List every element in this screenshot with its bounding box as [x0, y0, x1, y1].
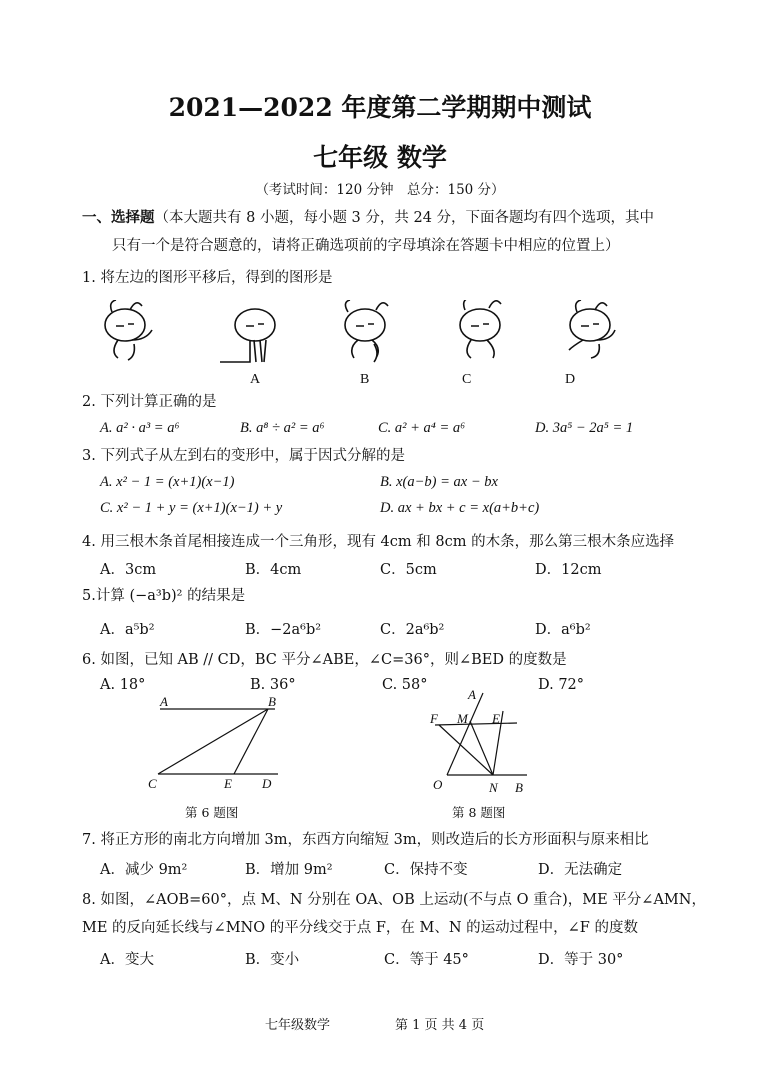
q4-option-b: B．4cm — [245, 562, 302, 578]
q7-option-d: D．无法确定 — [538, 862, 623, 878]
q1-option-c-figure — [460, 300, 501, 358]
fig8-label-f: F — [430, 711, 438, 726]
question-8-stem-1: 8. 如图，∠AOB=60°，点 M、N 分别在 OA、OB 上运动(不与点 O 重合)，ME 平分∠AMN， — [82, 892, 706, 908]
q2-option-c: C. a² + a⁴ = a⁶ — [378, 420, 466, 436]
figure-8-caption: 第 8 题图 — [452, 805, 506, 820]
exam-info: （考试时间：120 分钟 总分：150 分） — [255, 182, 505, 198]
footer-page-number: 第 1 页 共 4 页 — [395, 1018, 485, 1033]
q6-option-b: B. 36° — [250, 677, 296, 693]
q4-option-c: C．5cm — [380, 562, 437, 578]
q2-option-b: B. a⁸ ÷ a² = a⁶ — [240, 420, 325, 436]
q5-option-d: D．a⁶b² — [535, 622, 591, 638]
fig6-label-c: C — [148, 776, 157, 791]
q8-option-a: A．变大 — [100, 952, 154, 968]
q1-original-figure — [105, 300, 152, 360]
figure-6 — [140, 692, 290, 802]
figure-8 — [425, 685, 540, 800]
q6-option-a: A. 18° — [100, 677, 146, 693]
question-2-stem: 2. 下列计算正确的是 — [82, 394, 217, 410]
q4-option-d: D．12cm — [535, 562, 602, 578]
q3-option-c: C. x² − 1 + y = (x+1)(x−1) + y — [100, 500, 283, 516]
q3-option-b: B. x(a−b) = ax − bx — [380, 474, 498, 490]
q5-option-b: B．−2a⁶b² — [245, 622, 322, 638]
q5-option-a: A．a⁵b² — [100, 622, 155, 638]
q6-option-c: C. 58° — [382, 677, 428, 693]
q3-option-d: D. ax + bx + c = x(a+b+c) — [380, 500, 540, 516]
page-subtitle: 七年级 数学 — [313, 143, 447, 172]
q1-figures — [90, 300, 650, 370]
fig8-label-e: E — [492, 711, 500, 726]
fig6-label-b: B — [268, 694, 276, 709]
question-5-stem: 5.计算 (−a³b)² 的结果是 — [82, 588, 246, 604]
q5-option-c: C．2a⁶b² — [380, 622, 445, 638]
q2-option-d: D. 3a⁵ − 2a⁵ = 1 — [535, 420, 634, 436]
fig6-label-a: A — [160, 694, 168, 709]
fig8-label-n: N — [489, 780, 498, 795]
instructions-line-1: （本大题共有 8 小题，每小题 3 分，共 24 分，下面各题均有四个选项，其中 — [154, 210, 655, 226]
fig8-label-o: O — [433, 777, 443, 792]
fig6-label-d: D — [262, 776, 272, 791]
q7-option-a: A．减少 9m² — [100, 862, 188, 878]
q8-option-d: D．等于 30° — [538, 952, 624, 968]
section-heading: 一、选择题 — [82, 209, 155, 226]
question-7-stem: 7. 将正方形的南北方向增加 3m，东西方向缩短 3m，则改造后的长方形面积与原来相比 — [82, 832, 649, 848]
q1-option-b-figure — [345, 300, 388, 362]
q6-option-d: D. 72° — [538, 677, 585, 693]
section-instructions — [82, 208, 654, 228]
q3-option-a: A. x² − 1 = (x+1)(x−1) — [100, 474, 235, 490]
question-6-stem: 6. 如图，已知 AB // CD，BC 平分∠ABE，∠C=36°，则∠BED 的度数是 — [82, 652, 567, 668]
q1-option-a-figure — [220, 309, 275, 362]
question-3-stem: 3. 下列式子从左到右的变形中，属于因式分解的是 — [82, 448, 405, 464]
question-1-stem: 1. 将左边的图形平移后，得到的图形是 — [82, 270, 333, 286]
fig8-label-a: A — [468, 687, 476, 702]
q1-option-d-figure — [569, 300, 615, 358]
figure-6-caption: 第 6 题图 — [185, 805, 239, 820]
instructions-line-2: 只有一个是符合题意的，请将正确选项前的字母填涂在答题卡中相应的位置上） — [112, 238, 620, 254]
q2-option-a: A. a² · a³ = a⁶ — [100, 420, 180, 436]
q8-option-c: C．等于 45° — [384, 952, 469, 968]
q1-label-a: A — [250, 372, 261, 387]
question-4-stem: 4. 用三根木条首尾相接连成一个三角形，现有 4cm 和 8cm 的木条，那么第三根木条应选择 — [82, 534, 675, 550]
fig8-label-b: B — [515, 780, 523, 795]
question-8-stem-2: ME 的反向延长线与∠MNO 的平分线交于点 F，在 M、N 的运动过程中，∠F 的度数 — [82, 920, 638, 936]
fig6-label-e: E — [224, 776, 232, 791]
q7-option-c: C．保持不变 — [384, 862, 468, 878]
footer-subject: 七年级数学 — [265, 1018, 331, 1033]
q4-option-a: A．3cm — [100, 562, 157, 578]
q1-label-d: D — [565, 372, 576, 387]
fig8-label-m: M — [457, 711, 468, 726]
q1-label-b: B — [360, 372, 370, 387]
q1-label-c: C — [462, 372, 472, 387]
q8-option-b: B．变小 — [245, 952, 300, 968]
page-title: 2021—2022 年度第二学期期中测试 — [168, 93, 592, 122]
q7-option-b: B．增加 9m² — [245, 862, 333, 878]
